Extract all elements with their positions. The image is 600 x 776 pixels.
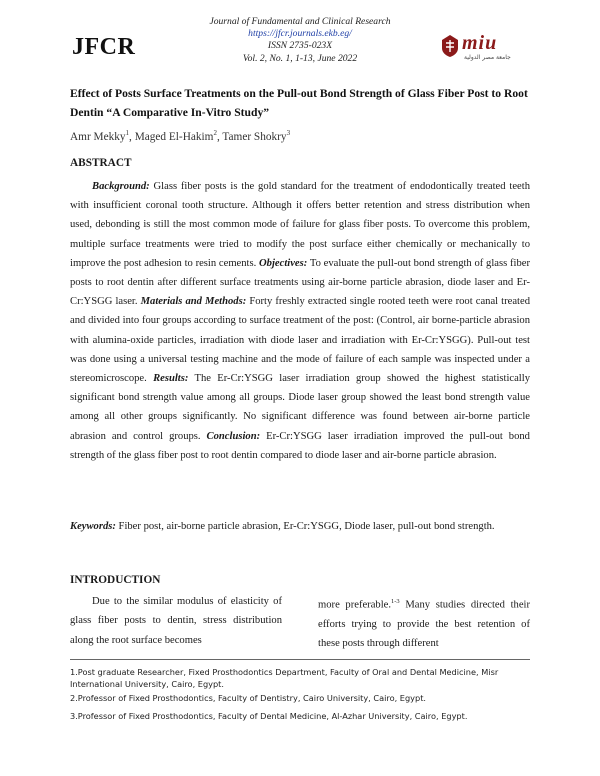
abstract-results-text: The Er-Cr:YSGG laser irradiation group showed the highest statistically significant bond strength value among all groups. Diode laser group showed the least bond strength value among all other groups significantly. No significant difference was found between air-borne particle abrasion and control groups. (70, 373, 530, 442)
author-name: Amr Mekky (70, 130, 126, 143)
journal-header (150, 16, 450, 65)
author-affiliation-marker: 3 (286, 129, 291, 137)
journal-volume: Vol. 2, No. 1, 1-13, June 2022 (242, 52, 358, 64)
footnote-item: 3.Professor of Fixed Prosthodontics, Faculty of Dental Medicine, Al-Azhar University, Cairo, Egypt. (70, 711, 468, 721)
abstract-background-label: Background: (92, 181, 150, 192)
introduction-heading: INTRODUCTION (70, 574, 161, 586)
abstract-results-label: Results: (153, 373, 189, 385)
keywords-text: Fiber post, air-borne particle abrasion, Er-Cr:YSGG, Diode laser, pull-out bond strength. (115, 521, 495, 532)
introduction-right-text-b: Many studies directed their efforts trying to provide the best retention of these posts through different (318, 599, 531, 650)
abstract-conclusion-text: Er-Cr:YSGG laser irradiation improved the pull-out bond strength of the glass fiber post to root dentin compared to diode laser and air-borne particle abrasion. (70, 430, 530, 461)
citation-marker[interactable]: 1-3 (391, 598, 400, 605)
footnote-divider (70, 659, 530, 660)
abstract-body (70, 177, 530, 465)
abstract-conclusion-label: Conclusion: (206, 430, 261, 442)
author-name: Maged El-Hakim (134, 130, 214, 143)
keywords (70, 517, 530, 536)
footnote-item: 1.Post graduate Researcher, Fixed Prosthodontics Department, Faculty of Oral and Dental Medicine, Misr International University, Cairo, Egypt. (70, 667, 499, 689)
footnote-item: 2.Professor of Fixed Prosthodontics, Faculty of Dentistry, Cairo University, Cairo, Egypt. (70, 693, 427, 703)
university-subtitle: جامعة مصر الدولية (464, 54, 511, 61)
introduction-right-text-a: more preferable. (318, 599, 392, 611)
abstract-background-text: Glass fiber posts is the gold standard for the treatment of endodontically treated teeth with insufficient coronal tooth structure. Although it offers better retention and stress distribution when used, debonding is still the most common mode of failure for glass fiber posts. To overcome this problem, multiple surface treatments were tried to modify the post surface either chemically or mechanically to improve the post adhesion to resin cements. (70, 181, 530, 269)
journal-url-link[interactable]: https://jfcr.journals.ekb.eg/ (248, 28, 352, 40)
journal-logo: JFCR (72, 34, 136, 60)
introduction-column-left (70, 592, 282, 650)
university-wordmark: miu (462, 32, 498, 54)
university-emblem-icon (440, 34, 460, 58)
abstract-methods-text: Forty freshly extracted single rooted teeth were root canal treated and divided into four groups according to surface treatment of the post: (Control, air borne-particle abrasion with alumina-oxide particles, irradiation with diode laser and irradiation with Er-Cr:YSGG). Pull-out test was done using a universal testing machine and the mode of failure of each sample was inspected under a stereomicroscope. (70, 296, 530, 385)
introduction-column-right (318, 592, 530, 654)
author-affiliation-marker: 1 (125, 129, 130, 137)
abstract-objectives-label: Objectives: (259, 257, 308, 269)
article-title: Effect of Posts Surface Treatments on the Pull-out Bond Strength of Glass Fiber Post to Root Dentin “A Comparative In-Vitro Study” (70, 87, 528, 119)
introduction-left-text: Due to the similar modulus of elasticity of glass fiber posts to dentin, stress distribution along the root surface becomes (70, 596, 282, 646)
university-logo (440, 32, 530, 62)
keywords-label: Keywords: (70, 521, 116, 532)
author-name: Tamer Shokry (222, 130, 287, 143)
abstract-methods-label: Materials and Methods: (140, 296, 247, 308)
author-list: Amr Mekky$^1$, Maged El-Hakim$^2$, Tamer Shokry$^3$ (70, 129, 291, 143)
journal-issn: ISSN 2735-023X (267, 40, 333, 52)
journal-name: Journal of Fundamental and Clinical Research (209, 16, 391, 27)
abstract-heading: ABSTRACT (70, 157, 132, 169)
abstract-objectives-text: To evaluate the pull-out bond strength of glass fiber posts to root dentin after different surface treatments using air-borne particle abrasion, diode laser and Er-Cr:YSGG laser. (70, 257, 530, 308)
author-affiliation-marker: 2 (213, 129, 217, 137)
